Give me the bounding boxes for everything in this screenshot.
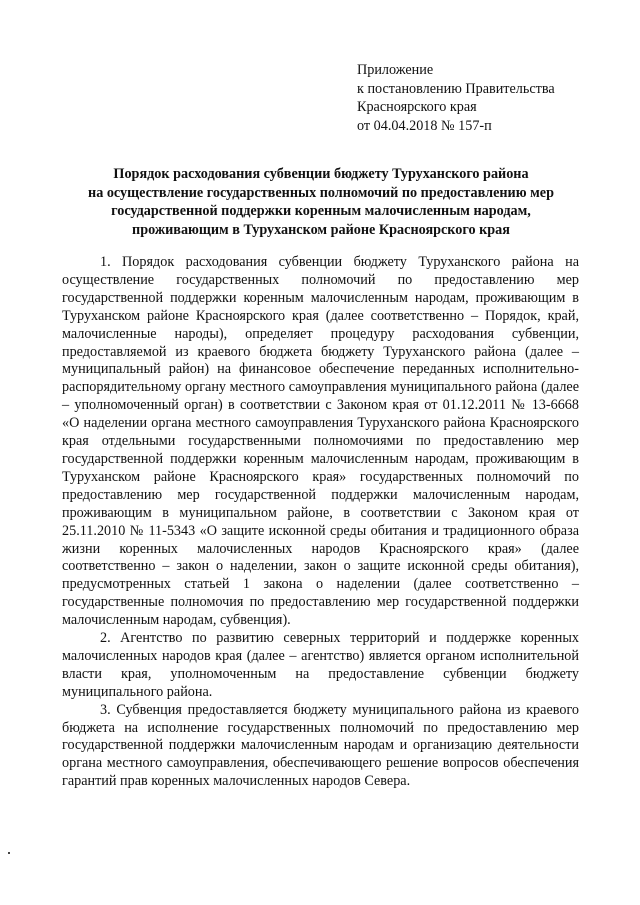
appendix-line: Приложение (357, 62, 434, 78)
paragraph-3: 3. Субвенция предоставляется бюджету муниципального района из краевого бюджета на исполнение государственных полномочий по предоставлению мер государственной поддержки малочисленным народам и организацию деятельности органа местного самоуправления, обеспечивающего решение вопросов обеспечения гарантий прав коренных малочисленных народов Севера. (62, 701, 579, 790)
paragraph-2: 2. Агентство по развитию северных территорий и поддержке коренных малочисленных народов края (далее – агентство) является органом исполнительной власти края, уполномоченным на предоставление субвенции бюджету муниципального района. (62, 630, 579, 700)
document-title (62, 165, 580, 239)
title-line: Порядок расходования субвенции бюджету Туруханского района (113, 166, 529, 182)
document-body (62, 254, 579, 791)
appendix-line: Красноярского края (357, 99, 477, 115)
scan-speck (8, 852, 10, 854)
title-line: государственной поддержки коренным малочисленным народам, (111, 203, 531, 219)
appendix-line: к постановлению Правительства (357, 80, 555, 97)
paragraph-1: 1. Порядок расходования субвенции бюджету Туруханского района на осуществление государственных полномочий по предоставлению мер государственной поддержки коренным малочисленным народам, проживающим в Туруханском районе Красноярского края (далее соответственно – Порядок, край, малочисленные народы), определяет процедуру расходования субвенции, предоставляемой из краевого бюджета бюджету Туруханского района (далее – муниципальный район) на финансовое обеспечение переданных исполнительно-распорядительному органу местного самоуправления муниципального района (далее – уполномоченный орган) в соответствии с Законом края от 01.12.2011 № 13-6668 «О наделении органа местного самоуправления Туруханского района Красноярского края отдельными государственными полномочиями по предоставлению мер государственной поддержки коренным малочисленным народам, проживающим в Туруханском районе Красноярского края» государственных полномочий по предоставлению мер государственной поддержки малочисленным народам, проживающим в муниципальном районе, в соответствии с Законом края от 25.11.2010 № 11-5343 «О защите исконной среды обитания и традиционного образа жизни коренных малочисленных народов Красноярского края» (далее соответственно – закон о наделении, закон о защите исконной среды обитания), предусмотренных статьей 1 закона о наделении (далее соответственно – государственные полномочия по предоставлению мер государственной поддержки малочисленным народам, субвенция). (62, 254, 579, 629)
title-line: проживающим в Туруханском районе Красноярского края (132, 221, 510, 238)
appendix-block (357, 61, 555, 135)
appendix-date-number: от 04.04.2018 № 157-п (357, 117, 492, 134)
title-line: на осуществление государственных полномочий по предоставлению мер (88, 184, 554, 201)
